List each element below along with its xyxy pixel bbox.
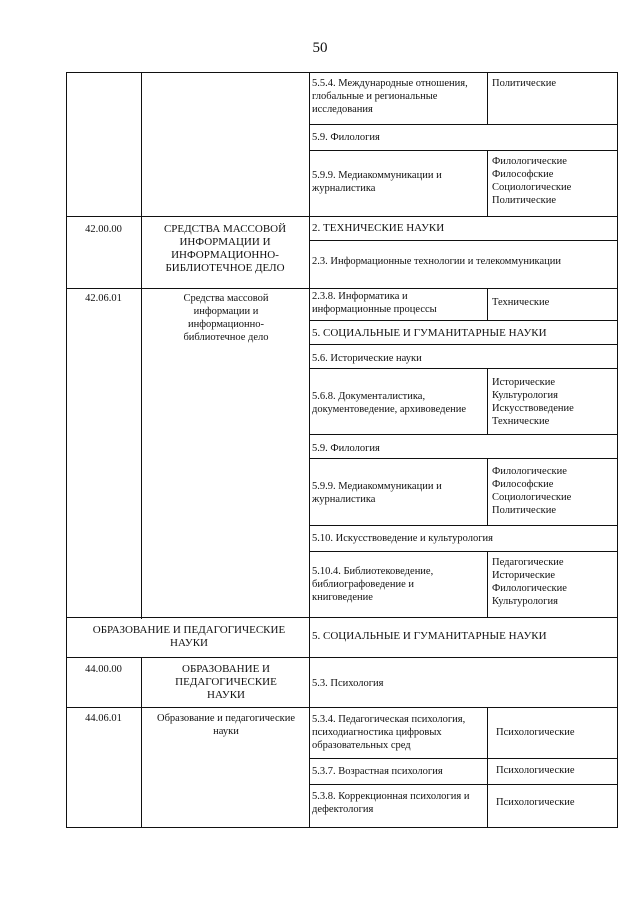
column-divider bbox=[309, 72, 310, 828]
direction-name-cell: Средства массовой информации и информационно-библиотечное дело bbox=[183, 293, 269, 343]
science-branch-list bbox=[492, 376, 614, 428]
column-divider bbox=[487, 72, 488, 124]
specialty-cell: 5.5.4. Международные отношения, глобальные и региональные исследования bbox=[312, 78, 468, 115]
branch-item: Социологические bbox=[492, 492, 572, 503]
group-cell: 5.3. Психология bbox=[312, 678, 384, 689]
column-divider bbox=[487, 368, 488, 434]
science-branch-cell: Технические bbox=[492, 297, 550, 308]
specialty-cell: 5.3.4. Педагогическая психология, психодиагностика цифровых образовательных сред bbox=[312, 714, 466, 751]
branch-item: Культурология bbox=[492, 596, 558, 607]
row-divider bbox=[66, 657, 618, 658]
section-cell: 5. СОЦИАЛЬНЫЕ И ГУМАНИТАРНЫЕ НАУКИ bbox=[312, 630, 547, 642]
group-cell: 5.6. Исторические науки bbox=[312, 353, 422, 364]
table-border bbox=[66, 72, 618, 73]
branch-item: Философские bbox=[492, 479, 554, 490]
group-cell: 5.9. Филология bbox=[312, 443, 380, 454]
section-cell: 2. ТЕХНИЧЕСКИЕ НАУКИ bbox=[312, 222, 445, 234]
column-divider bbox=[141, 72, 142, 619]
section-cell: 5. СОЦИАЛЬНЫЕ И ГУМАНИТАРНЫЕ НАУКИ bbox=[312, 327, 547, 339]
row-divider bbox=[309, 124, 618, 125]
row-divider bbox=[309, 758, 618, 759]
specialty-cell: 2.3.8. Информатика и информационные процессы bbox=[312, 291, 437, 315]
row-divider bbox=[309, 458, 618, 459]
row-divider bbox=[309, 434, 618, 435]
branch-item: Технические bbox=[492, 416, 550, 427]
specialty-cell: 5.10.4. Библиотековедение, библиографоведение и книговедение bbox=[312, 566, 434, 603]
row-divider bbox=[309, 344, 618, 345]
specialty-cell: 5.6.8. Документалистика, документоведение, архивоведение bbox=[312, 391, 467, 415]
science-branch-cell: Психологические bbox=[496, 797, 575, 808]
row-divider bbox=[66, 216, 618, 217]
row-divider bbox=[309, 784, 618, 785]
group-cell: 5.10. Искусствоведение и культурология bbox=[312, 533, 493, 544]
column-divider bbox=[487, 150, 488, 216]
specialty-cell: 5.3.7. Возрастная психология bbox=[312, 766, 443, 777]
branch-item: Социологические bbox=[492, 182, 572, 193]
branch-item: Филологические bbox=[492, 156, 567, 167]
code-cell: 44.00.00 bbox=[85, 664, 122, 675]
code-cell: 42.06.01 bbox=[85, 293, 122, 304]
branch-item: Филологические bbox=[492, 583, 567, 594]
code-cell: 42.00.00 bbox=[85, 224, 122, 235]
branch-item: Искусствоведение bbox=[492, 403, 574, 414]
row-divider bbox=[66, 617, 618, 618]
branch-item: Политические bbox=[492, 505, 557, 516]
row-divider bbox=[66, 707, 618, 708]
group-cell: 2.3. Информационные технологии и телекоммуникации bbox=[312, 256, 562, 267]
table-border bbox=[617, 72, 618, 828]
science-branch-cell: Политические bbox=[492, 78, 557, 89]
direction-name-cell: ОБРАЗОВАНИЕ И ПЕДАГОГИЧЕСКИЕ НАУКИ bbox=[175, 663, 277, 701]
science-branch-cell: Психологические bbox=[496, 765, 575, 776]
branch-item: Политические bbox=[492, 195, 557, 206]
branch-item: Культурология bbox=[492, 390, 558, 401]
science-branch-list bbox=[492, 465, 614, 517]
specialties-table bbox=[66, 72, 618, 828]
row-divider bbox=[66, 288, 618, 289]
branch-item: Философские bbox=[492, 169, 554, 180]
specialty-cell: 5.9.9. Медиакоммуникации и журналистика bbox=[312, 481, 442, 505]
science-branch-cell: Психологические bbox=[496, 727, 575, 738]
direction-name-cell: СРЕДСТВА МАССОВОЙ ИНФОРМАЦИИ И ИНФОРМАЦИОННО-БИБЛИОТЕЧНОЕ ДЕЛО bbox=[163, 223, 287, 274]
column-divider bbox=[487, 707, 488, 828]
branch-item: Исторические bbox=[492, 570, 556, 581]
specialty-cell: 5.3.8. Коррекционная психология и дефектология bbox=[312, 791, 470, 815]
column-divider bbox=[487, 551, 488, 617]
group-cell: 5.9. Филология bbox=[312, 132, 380, 143]
area-cell: ОБРАЗОВАНИЕ И ПЕДАГОГИЧЕСКИЕ НАУКИ bbox=[92, 624, 286, 649]
direction-name-cell: Образование и педагогические науки bbox=[156, 713, 296, 737]
page-number: 50 bbox=[312, 40, 328, 56]
branch-item: Филологические bbox=[492, 466, 567, 477]
row-divider bbox=[309, 525, 618, 526]
row-divider bbox=[309, 320, 618, 321]
row-divider bbox=[309, 368, 618, 369]
column-divider bbox=[141, 657, 142, 828]
row-divider bbox=[309, 240, 618, 241]
table-border bbox=[66, 827, 618, 828]
branch-item: Исторические bbox=[492, 377, 556, 388]
column-divider bbox=[487, 288, 488, 320]
column-divider bbox=[487, 458, 488, 525]
science-branch-list bbox=[492, 556, 614, 608]
branch-item: Педагогические bbox=[492, 557, 564, 568]
row-divider bbox=[309, 551, 618, 552]
row-divider bbox=[309, 150, 618, 151]
science-branch-list bbox=[492, 155, 614, 207]
code-cell: 44.06.01 bbox=[85, 713, 122, 724]
specialty-cell: 5.9.9. Медиакоммуникации и журналистика bbox=[312, 170, 442, 194]
